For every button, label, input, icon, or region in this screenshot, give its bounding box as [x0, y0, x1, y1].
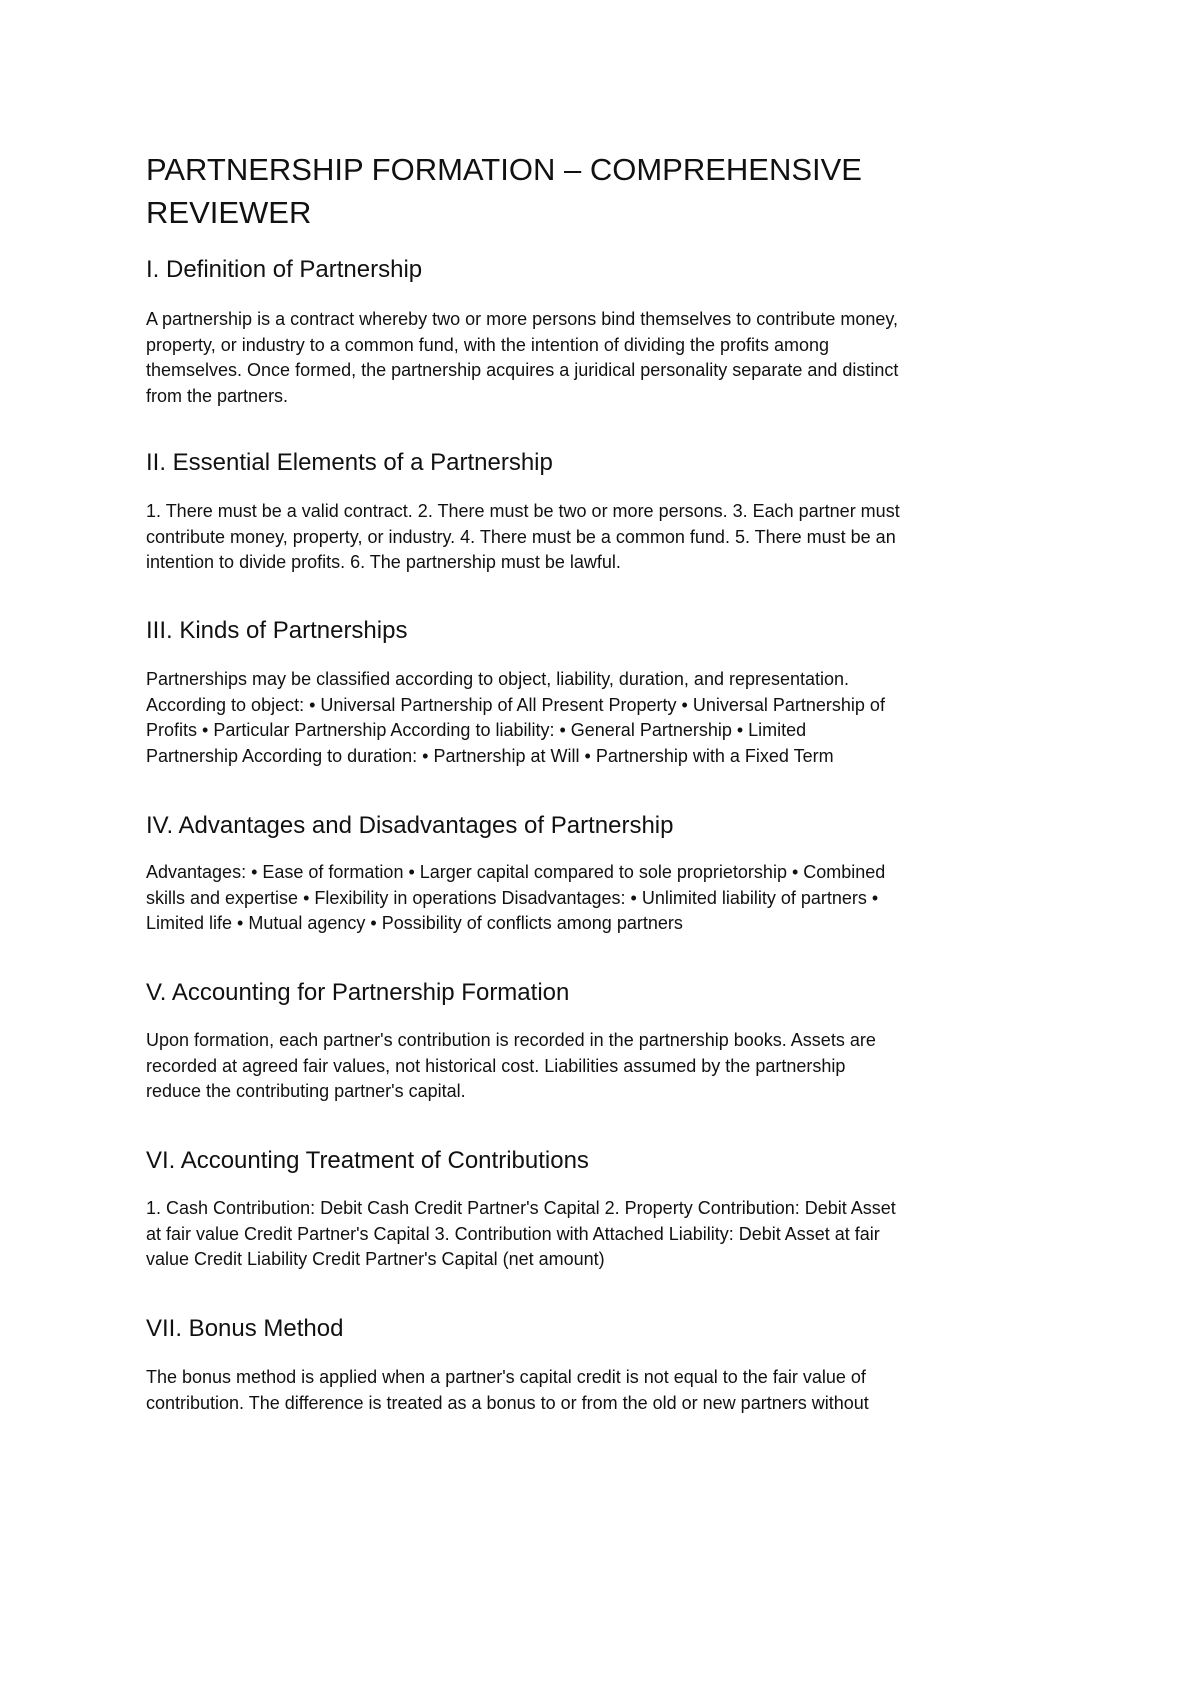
section-paragraph — [146, 1365, 869, 1416]
section-paragraph — [146, 860, 885, 937]
paragraph-line: The bonus method is applied when a partner's capital credit is not equal to the fair value of — [146, 1367, 866, 1387]
paragraph-line: contribute money, property, or industry. 4. There must be a common fund. 5. There must be an — [146, 526, 896, 547]
paragraph-line: contribution. The difference is treated as a bonus to or from the old or new partners without — [146, 1392, 869, 1413]
paragraph-line: Limited life • Mutual agency • Possibility of conflicts among partners — [146, 913, 683, 934]
paragraph-line: A partnership is a contract whereby two or more persons bind themselves to contribute money, — [146, 309, 899, 329]
title-line: PARTNERSHIP FORMATION – COMPREHENSIVE — [146, 152, 862, 187]
paragraph-line: themselves. Once formed, the partnership acquires a juridical personality separate and distinct — [146, 360, 899, 381]
paragraph-line: Advantages: • Ease of formation • Larger capital compared to sole proprietorship • Combined — [146, 862, 886, 882]
section-heading: VI. Accounting Treatment of Contributions — [146, 1147, 589, 1174]
section-paragraph — [146, 667, 885, 770]
section-paragraph — [146, 499, 900, 576]
paragraph-line: 1. There must be a valid contract. 2. There must be two or more persons. 3. Each partner must — [146, 501, 900, 521]
paragraph-line: According to object: • Universal Partnership of All Present Property • Universal Partnership of — [146, 694, 885, 715]
title-line: REVIEWER — [146, 195, 312, 230]
section-heading: IV. Advantages and Disadvantages of Partnership — [146, 812, 674, 839]
paragraph-line: at fair value Credit Partner's Capital 3. Contribution with Attached Liability: Debit Asset at fair — [146, 1223, 880, 1244]
paragraph-line: Profits • Particular Partnership According to liability: • General Partnership • Limited — [146, 720, 807, 741]
paragraph-line: skills and expertise • Flexibility in operations Disadvantages: • Unlimited liability of partners • — [146, 887, 879, 908]
paragraph-line: recorded at agreed fair values, not historical cost. Liabilities assumed by the partnership — [146, 1055, 846, 1076]
paragraph-line: from the partners. — [146, 386, 289, 407]
section-heading: II. Essential Elements of a Partnership — [146, 449, 553, 476]
section-heading: VII. Bonus Method — [146, 1315, 344, 1342]
section-paragraph — [146, 1196, 896, 1273]
paragraph-line: 1. Cash Contribution: Debit Cash Credit Partner's Capital 2. Property Contribution: Debit Asset — [146, 1198, 896, 1218]
section-paragraph — [146, 307, 898, 410]
paragraph-line: value Credit Liability Credit Partner's Capital (net amount) — [146, 1249, 605, 1270]
paragraph-line: property, or industry to a common fund, with the intention of dividing the profits among — [146, 334, 830, 355]
paragraph-line: Partnerships may be classified according to object, liability, duration, and representation. — [146, 669, 850, 689]
document-title — [146, 148, 862, 234]
section-heading: I. Definition of Partnership — [146, 256, 423, 283]
section-heading: III. Kinds of Partnerships — [146, 617, 408, 644]
paragraph-line: reduce the contributing partner's capital. — [146, 1081, 466, 1102]
section-paragraph — [146, 1028, 876, 1105]
paragraph-line: Upon formation, each partner's contribution is recorded in the partnership books. Assets are — [146, 1030, 876, 1050]
section-heading: V. Accounting for Partnership Formation — [146, 979, 570, 1006]
paragraph-line: Partnership According to duration: • Partnership at Will • Partnership with a Fixed Term — [146, 746, 834, 767]
paragraph-line: intention to divide profits. 6. The partnership must be lawful. — [146, 552, 621, 573]
